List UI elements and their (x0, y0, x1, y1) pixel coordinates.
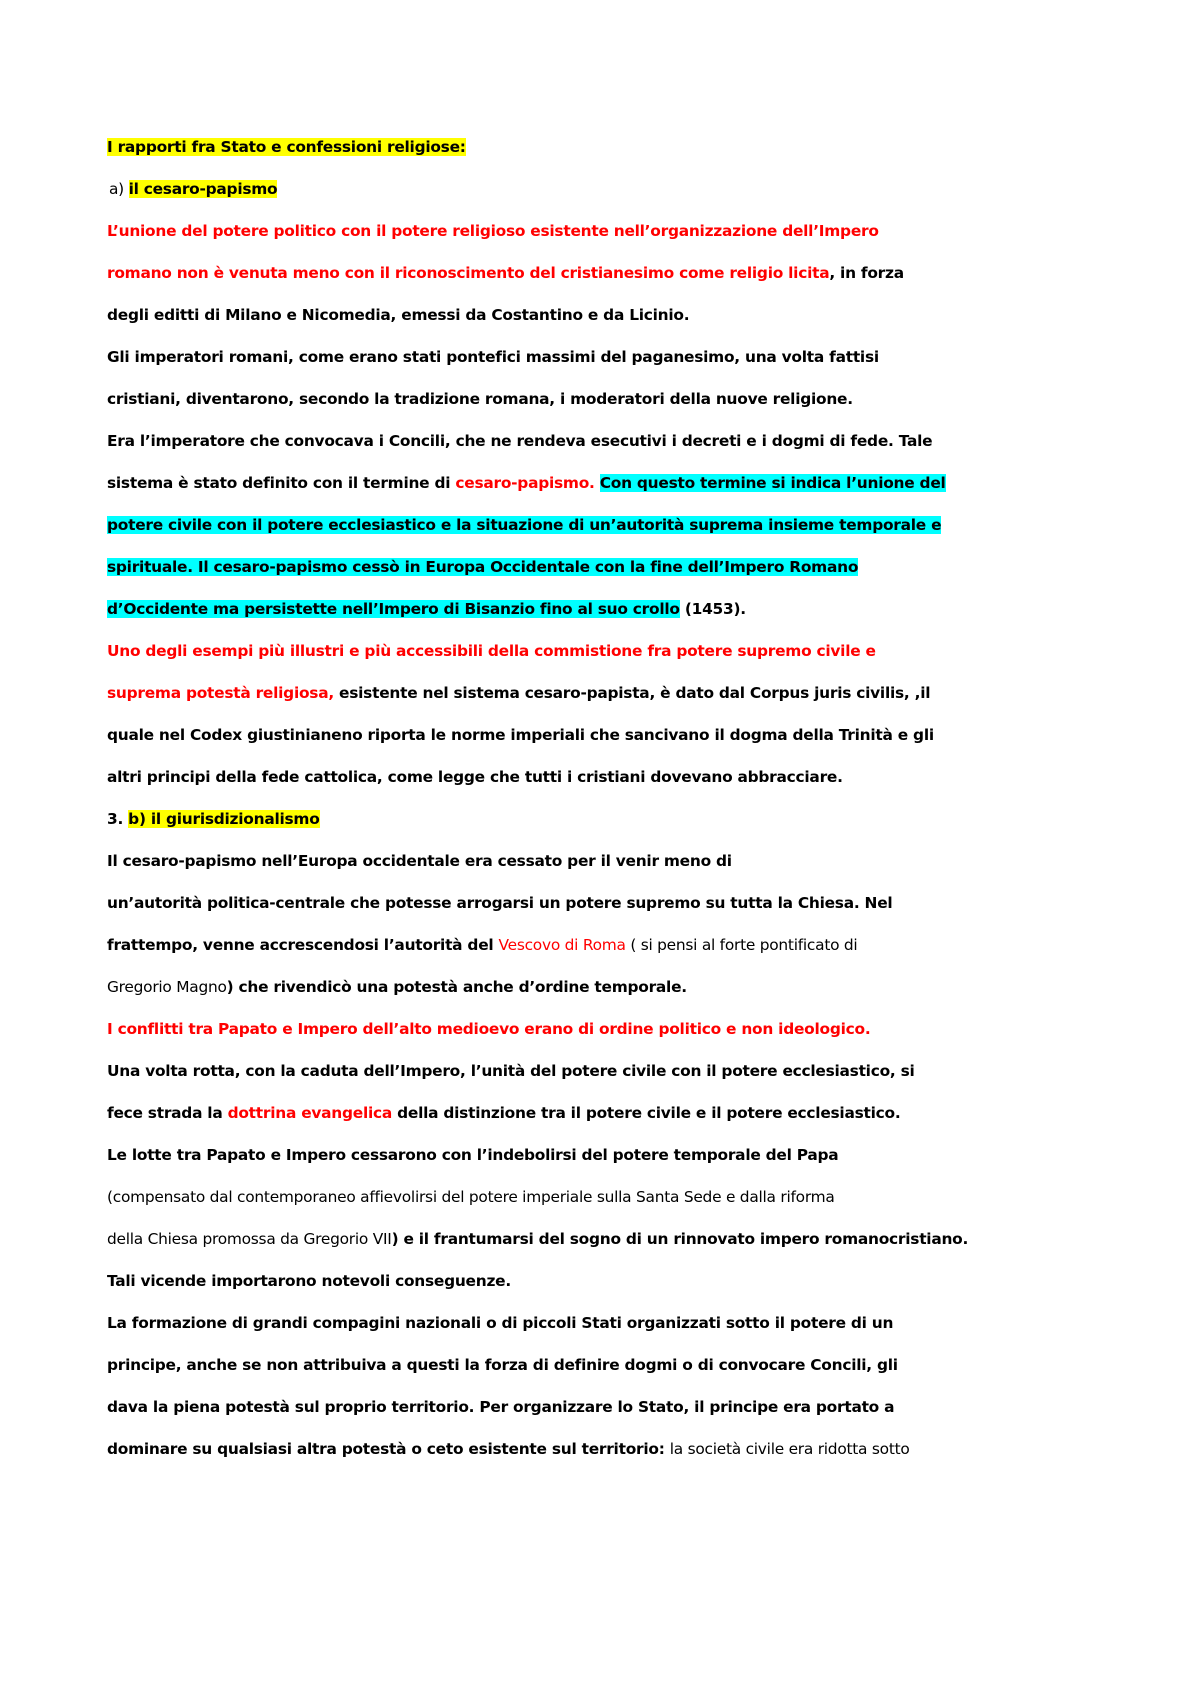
text-segment: cesaro-papismo. (455, 474, 600, 492)
text-segment: 3. (107, 810, 129, 828)
text-segment: Gregorio Magno (107, 978, 227, 996)
text-line (107, 346, 879, 368)
text-segment: della distinzione tra il potere civile e il potere ecclesiastico. (392, 1104, 901, 1122)
text-line (107, 1186, 835, 1208)
text-segment: la società civile era ridotta sotto (669, 1440, 910, 1458)
text-segment: I conflitti tra Papato e Impero dell’alto medioevo erano di ordine politico e non ideologico. (107, 1020, 871, 1038)
text-line (107, 682, 930, 704)
text-line (107, 1060, 915, 1082)
text-segment: L’unione del potere politico con il potere religioso esistente nell’organizzazione dell’Impero (107, 222, 879, 240)
text-segment: Vescovo di Roma (498, 936, 626, 954)
text-line (107, 262, 904, 284)
text-segment: suprema potestà religiosa, (107, 684, 334, 702)
text-segment: I rapporti fra Stato e confessioni religiose: (107, 138, 466, 156)
text-segment: Gli imperatori romani, come erano stati pontefici massimi del paganesimo, una volta fattisi (107, 348, 879, 366)
text-segment: Il cesaro-papismo nell’Europa occidentale era cessato per il venir meno di (107, 852, 732, 870)
text-line (107, 1396, 894, 1418)
text-line (107, 136, 466, 158)
text-line (107, 556, 858, 578)
text-segment: Tali vicende importarono notevoli conseguenze. (107, 1272, 511, 1290)
text-segment: principe, anche se non attribuiva a questi la forza di definire dogmi o di convocare Concili, gli (107, 1356, 898, 1374)
text-segment: spirituale. Il cesaro-papismo cessò in Europa Occidentale con la fine dell’Impero Romano (107, 558, 859, 576)
text-line (107, 304, 689, 326)
text-segment: a) (109, 180, 129, 198)
text-line (107, 1018, 870, 1040)
text-segment: d’Occidente ma persistette nell’Impero di Bisanzio fino al suo crollo (107, 600, 680, 618)
text-segment: dava la piena potestà sul proprio territorio. Per organizzare lo Stato, il principe era portato a (107, 1398, 895, 1416)
text-segment: degli editti di Milano e Nicomedia, emessi da Costantino e da Licinio. (107, 306, 690, 324)
text-line (107, 1312, 893, 1334)
text-segment: esistente nel sistema cesaro-papista, è dato dal Corpus juris civilis, ,il (333, 684, 931, 702)
text-segment: un’autorità politica-centrale che potesse arrogarsi un potere supremo su tutta la Chiesa. Nel (107, 894, 893, 912)
text-line (107, 934, 857, 956)
text-segment: Con questo termine si indica l’unione del (599, 474, 946, 492)
text-line (107, 598, 746, 620)
text-segment: b) il giurisdizionalismo (128, 810, 320, 828)
text-line (107, 514, 941, 536)
text-line (107, 1438, 910, 1460)
text-line (107, 766, 843, 788)
text-line (107, 1270, 511, 1292)
text-segment: romano non è venuta meno con il riconoscimento del cristianesimo come religio licita (107, 264, 830, 282)
text-segment: ( si pensi al forte pontificato di (625, 936, 858, 954)
text-line (107, 430, 932, 452)
text-segment: cristiani, diventarono, secondo la tradizione romana, i moderatori della nuove religione. (107, 390, 853, 408)
text-segment: fece strada la (107, 1104, 228, 1122)
text-line (107, 1354, 898, 1376)
text-segment: dominare su qualsiasi altra potestà o ceto esistente sul territorio: (107, 1440, 670, 1458)
text-line (107, 976, 687, 998)
text-segment: frattempo, venne accrescendosi l’autorità del (107, 936, 499, 954)
text-segment: ) che rivendicò una potestà anche d’ordine temporale. (226, 978, 687, 996)
text-segment: , in forza (829, 264, 904, 282)
text-segment: dottrina evangelica (227, 1104, 393, 1122)
text-line (107, 724, 934, 746)
text-line (107, 850, 732, 872)
text-segment: il cesaro-papismo (128, 180, 278, 198)
text-segment: ) e il frantumarsi del sogno di un rinnovato impero romanocristiano. (391, 1230, 969, 1248)
text-segment: quale nel Codex giustinianeno riporta le norme imperiali che sancivano il dogma della Trinità e gli (107, 726, 934, 744)
text-segment: Era l’imperatore che convocava i Concili, che ne rendeva esecutivi i decreti e i dogmi di fede. Tale (107, 432, 933, 450)
text-line (109, 178, 277, 200)
text-line (107, 1102, 900, 1124)
text-line (107, 1228, 968, 1250)
text-segment: (compensato dal contemporaneo affievolirsi del potere imperiale sulla Santa Sede e dalla riforma (107, 1188, 835, 1206)
text-segment: (1453). (679, 600, 746, 618)
text-segment: sistema è stato definito con il termine di (107, 474, 456, 492)
text-line (107, 1144, 838, 1166)
text-segment: altri principi della fede cattolica, come legge che tutti i cristiani dovevano abbracciare. (107, 768, 843, 786)
text-segment: Uno degli esempi più illustri e più accessibili della commistione fra potere supremo civile e (107, 642, 876, 660)
text-segment: Le lotte tra Papato e Impero cessarono con l’indebolirsi del potere temporale del Papa (107, 1146, 839, 1164)
text-segment: potere civile con il potere ecclesiastico e la situazione di un’autorità suprema insieme temporale e (107, 516, 942, 534)
text-segment: Una volta rotta, con la caduta dell’Impero, l’unità del potere civile con il potere ecclesiastico, si (107, 1062, 915, 1080)
text-line (107, 640, 876, 662)
text-line (107, 892, 892, 914)
text-line (107, 808, 320, 830)
text-line (107, 388, 853, 410)
text-line (107, 472, 946, 494)
text-line (107, 220, 879, 242)
text-segment: La formazione di grandi compagini nazionali o di piccoli Stati organizzati sotto il potere di un (107, 1314, 894, 1332)
text-segment: della Chiesa promossa da Gregorio VII (107, 1230, 392, 1248)
